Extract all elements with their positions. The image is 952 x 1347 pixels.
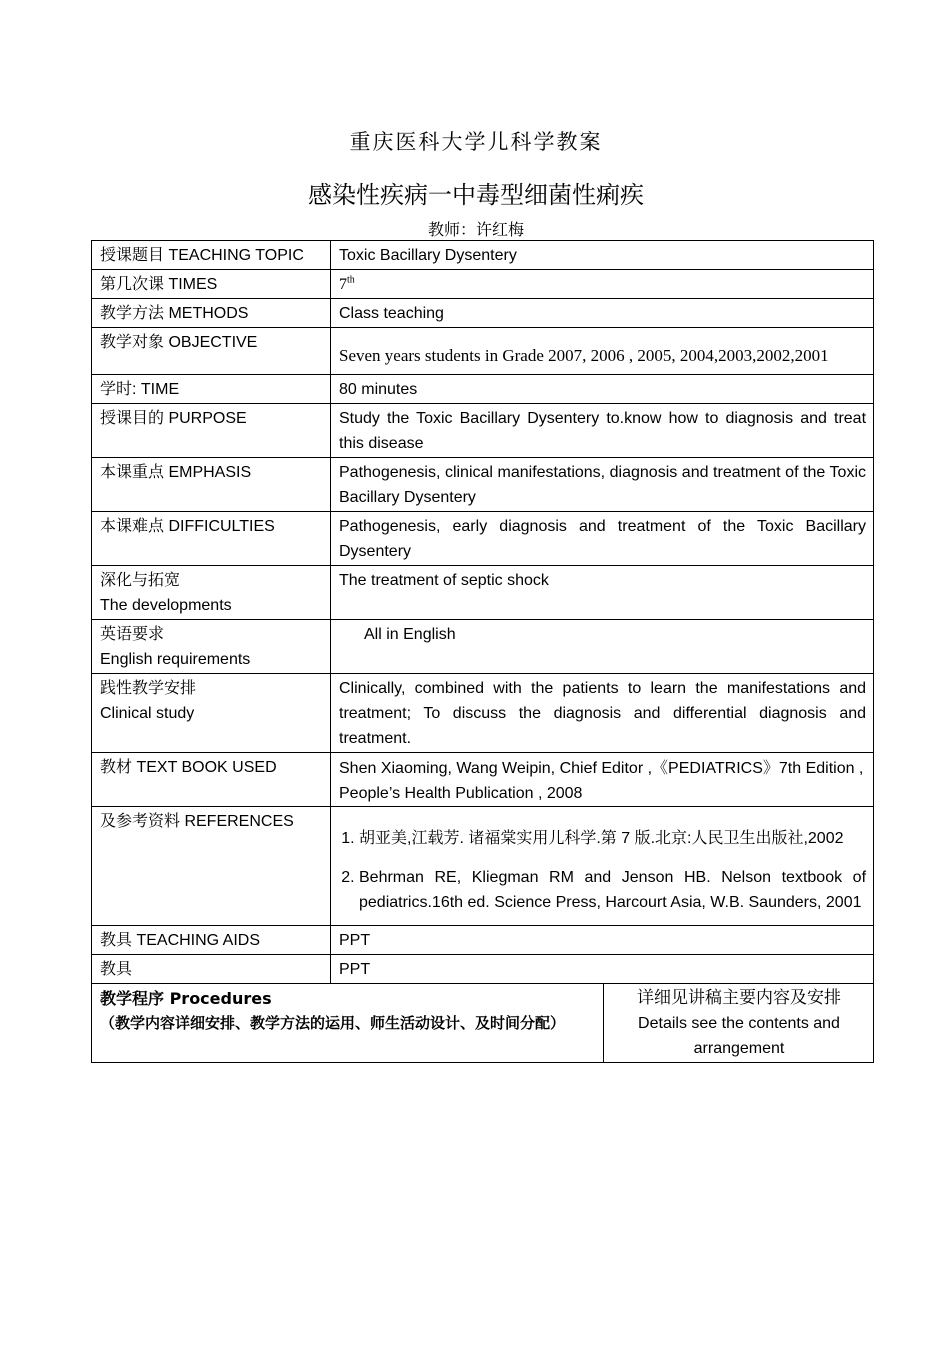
label-time: 学时: TIME xyxy=(92,375,331,404)
value-textbook: Shen Xiaoming, Wang Weipin, Chief Editor ,《PEDIATRICS》7th Edition , People’s Health Publication , 2008 xyxy=(331,753,874,807)
label-developments xyxy=(92,566,331,620)
value-developments: The treatment of septic shock xyxy=(331,566,874,620)
label-english xyxy=(92,620,331,674)
value-purpose: Study the Toxic Bacillary Dysentery to.know how to diagnosis and treat this disease xyxy=(331,404,874,458)
value-english: All in English xyxy=(331,620,874,674)
row-developments xyxy=(92,566,874,620)
row-procedures xyxy=(92,984,874,1063)
procedures-note-cn: 详细见讲稿主要内容及安排 xyxy=(637,988,841,1008)
procedures-subtitle: （教学内容详细安排、教学方法的运用、师生活动设计、及时间分配） xyxy=(100,1014,566,1032)
row-methods xyxy=(92,299,874,328)
row-objective xyxy=(92,328,874,375)
row-difficulties xyxy=(92,512,874,566)
label-references: 及参考资料 REFERENCES xyxy=(92,807,331,926)
reference-item-1: 1. 胡亚美,江载芳. 诸福棠实用儿科学.第 7 版.北京:人民卫生出版社,2002 xyxy=(359,815,866,863)
label-purpose: 授课目的 PURPOSE xyxy=(92,404,331,458)
value-difficulties: Pathogenesis, early diagnosis and treatment of the Toxic Bacillary Dysentery xyxy=(331,512,874,566)
row-aids-2 xyxy=(92,955,874,984)
lesson-plan-table xyxy=(91,240,874,1063)
label-aids: 教具 TEACHING AIDS xyxy=(92,926,331,955)
value-methods: Class teaching xyxy=(331,299,874,328)
row-emphasis xyxy=(92,458,874,512)
label-developments-cn: 深化与拓宽 xyxy=(100,572,181,589)
row-times xyxy=(92,270,874,299)
label-topic: 授课题目 TEACHING TOPIC xyxy=(92,241,331,270)
row-time xyxy=(92,375,874,404)
row-purpose xyxy=(92,404,874,458)
value-references xyxy=(331,807,874,926)
procedures-title: 教学程序 Procedures xyxy=(100,989,272,1008)
row-aids xyxy=(92,926,874,955)
value-objective: Seven years students in Grade 2007, 2006 , 2005, 2004,2003,2002,2001 xyxy=(331,328,874,375)
value-topic: Toxic Bacillary Dysentery xyxy=(331,241,874,270)
reference-item-2: 2. Behrman RE, Kliegman RM and Jenson HB. Nelson textbook of pediatrics.16th ed. Science Press, Harcourt Asia, W.B. Saunders, 2001 xyxy=(359,865,866,915)
row-clinical xyxy=(92,674,874,753)
label-clinical-cn: 践性教学安排 xyxy=(100,680,197,697)
procedures-note-en: Details see the contents and arrangement xyxy=(638,1015,840,1057)
teacher-name: 教师：许红梅 xyxy=(427,220,524,239)
value-clinical: Clinically, combined with the patients to learn the manifestations and treatment; To discuss the diagnosis and differential diagnosis and treatment. xyxy=(331,674,874,753)
references-list xyxy=(339,815,866,915)
document-title: 重庆医科大学儿科学教案 xyxy=(349,130,603,154)
row-textbook xyxy=(92,753,874,807)
label-developments-en: The developments xyxy=(100,597,232,614)
procedures-note-cell xyxy=(604,984,874,1063)
value-aids: PPT xyxy=(331,926,874,955)
label-times: 第几次课 TIMES xyxy=(92,270,331,299)
label-objective: 教学对象 OBJECTIVE xyxy=(92,328,331,375)
label-textbook: 教材 TEXT BOOK USED xyxy=(92,753,331,807)
label-english-cn: 英语要求 xyxy=(100,626,165,643)
document-subtitle: 感染性疾病一中毒型细菌性痢疾 xyxy=(308,181,644,209)
value-aids-2: PPT xyxy=(331,955,874,984)
row-topic xyxy=(92,241,874,270)
label-aids-2: 教具 xyxy=(92,955,331,984)
label-emphasis: 本课重点 EMPHASIS xyxy=(92,458,331,512)
value-emphasis: Pathogenesis, clinical manifestations, diagnosis and treatment of the Toxic Bacillary Dysentery xyxy=(331,458,874,512)
label-difficulties: 本课难点 DIFFICULTIES xyxy=(92,512,331,566)
row-english xyxy=(92,620,874,674)
value-time: 80 minutes xyxy=(331,375,874,404)
label-clinical-en: Clinical study xyxy=(100,705,195,722)
label-methods: 教学方法 METHODS xyxy=(92,299,331,328)
procedures-cell xyxy=(92,984,604,1063)
label-clinical xyxy=(92,674,331,753)
label-english-en: English requirements xyxy=(100,651,251,668)
value-times: 7th xyxy=(331,270,874,299)
row-references xyxy=(92,807,874,926)
